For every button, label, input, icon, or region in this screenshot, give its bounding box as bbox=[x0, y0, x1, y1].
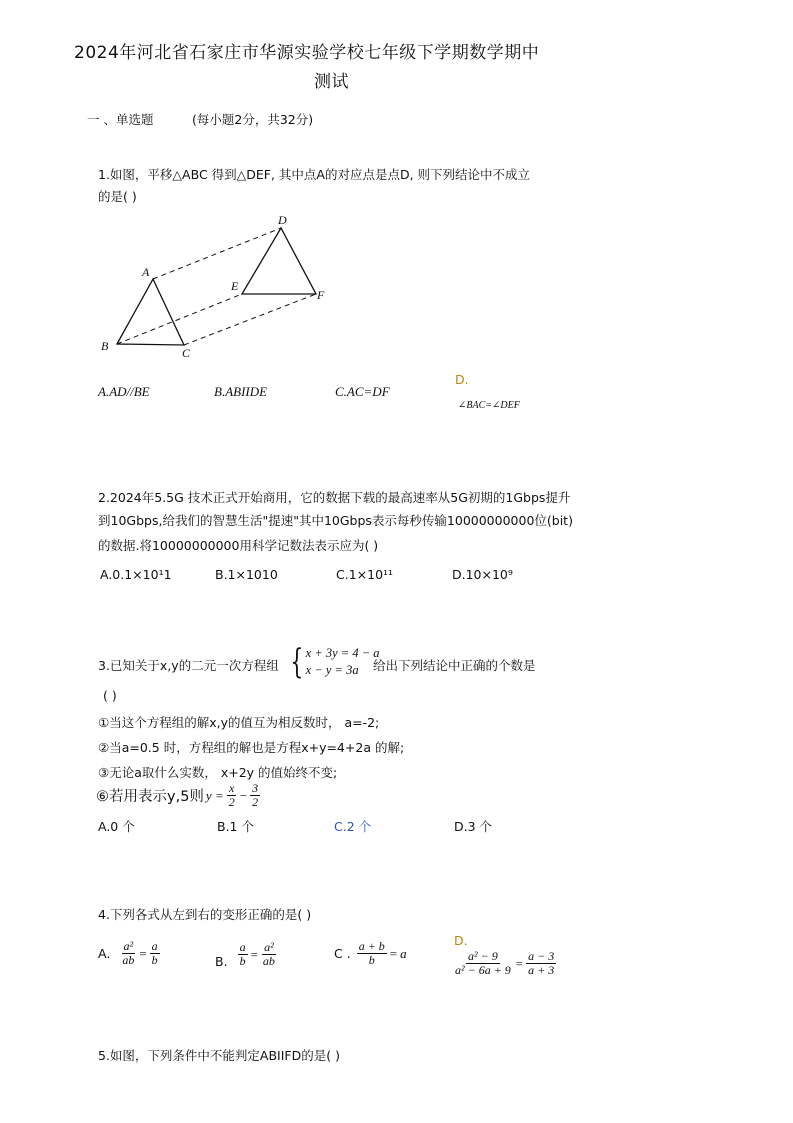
q2-option-a: A.0.1×10¹1 bbox=[100, 567, 172, 582]
label-a: A bbox=[142, 265, 150, 279]
frac-denominator: 2 bbox=[252, 795, 259, 809]
frac-denominator: b bbox=[368, 953, 375, 967]
q1-stem: 1.如图，平移△ABC 得到△DEF, 其中点A的对应点是点D, 则下列结论中不成立 bbox=[98, 167, 531, 182]
frac-numerator: 3 bbox=[252, 781, 259, 795]
q4-option-d-label: D. bbox=[454, 933, 468, 948]
label-f: F bbox=[317, 288, 325, 302]
frac bbox=[453, 950, 513, 977]
frac-numerator: a bbox=[151, 939, 158, 953]
q1-option-d-label: D. bbox=[455, 372, 469, 387]
q4-option-b bbox=[215, 940, 277, 969]
section-note: (每小题2分，共32分) bbox=[192, 112, 314, 127]
frac-numerator: a − 3 bbox=[528, 949, 555, 963]
frac-denominator: a + 3 bbox=[528, 963, 555, 977]
triangle-def bbox=[242, 228, 316, 294]
q3-option-a: A.0 个 bbox=[98, 819, 135, 834]
q1-option-b: B.ABIIDE bbox=[214, 384, 268, 399]
q4-option-a bbox=[98, 940, 160, 967]
frac-numerator: a + b bbox=[358, 939, 385, 953]
label-b: B bbox=[101, 339, 109, 353]
frac bbox=[261, 941, 277, 968]
q3-paren: ( ) bbox=[103, 688, 117, 703]
q3-option-b: B.1 个 bbox=[217, 819, 254, 834]
q4-option-c-label: C . bbox=[334, 946, 351, 961]
q3-statement-1: ①当这个方程组的解x,y的值互为相反数时， a=-2; bbox=[98, 715, 380, 730]
section-label: 一 、单选题 bbox=[87, 112, 154, 127]
q1-option-a: A.AD//BE bbox=[98, 384, 150, 399]
q4-option-c-rhs: a bbox=[400, 945, 407, 961]
q4-stem: 4.下列各式从左到右的变形正确的是( ) bbox=[98, 907, 312, 922]
frac-denominator: 2 bbox=[228, 795, 235, 809]
page-title-line2: 测试 bbox=[314, 72, 349, 92]
q1-option-c: C.AC=DF bbox=[335, 384, 390, 399]
frac bbox=[357, 940, 387, 967]
label-c: C bbox=[182, 346, 191, 360]
q3-s4-lhs: y = bbox=[205, 787, 224, 803]
line-ad bbox=[153, 228, 281, 279]
frac bbox=[526, 950, 556, 977]
q3-s4-frac1 bbox=[227, 782, 237, 809]
page-title: 2024年河北省石家庄市华源实验学校七年级下学期数学期中 bbox=[74, 43, 540, 63]
q3-eq2: x − y = 3a bbox=[305, 663, 359, 677]
q3-statement-4 bbox=[96, 782, 260, 809]
q3-eq1: x + 3y = 4 − a bbox=[305, 646, 380, 660]
q1-figure bbox=[95, 210, 335, 360]
equals-sign: = bbox=[389, 945, 398, 961]
equals-sign: = bbox=[515, 955, 524, 971]
q4-option-c bbox=[334, 940, 407, 967]
q2-stem-line2: 到10Gbps,给我们的智慧生活"提速"其中10Gbps表示每秒传输10000000000位(bit) bbox=[98, 513, 573, 528]
line-cf bbox=[184, 294, 316, 345]
label-d: D bbox=[278, 213, 287, 227]
frac bbox=[150, 940, 160, 967]
frac-denominator: a² − 6a + 9 bbox=[455, 963, 511, 977]
q4-option-b-label: B. bbox=[215, 954, 228, 969]
q1-option-d: ∠BAC=∠DEF bbox=[458, 400, 520, 411]
q2-option-b: B.1×1010 bbox=[215, 567, 278, 582]
frac-numerator: a bbox=[239, 940, 246, 954]
frac-numerator: a² bbox=[264, 940, 274, 954]
frac-denominator: ab bbox=[122, 953, 135, 967]
q2-option-c: C.1×10¹¹ bbox=[336, 567, 394, 582]
q2-stem: 2.2024年5.5G 技术正式开始商用，它的数据下载的最高速率从5G初期的1Gbps提升 bbox=[98, 490, 571, 505]
frac bbox=[120, 940, 136, 967]
q3-statement-2: ②当a=0.5 时，方程组的解也是方程x+y=4+2a 的解; bbox=[98, 740, 405, 755]
brace-icon: { bbox=[290, 642, 304, 682]
q3-s4-frac2 bbox=[250, 782, 260, 809]
q3-stem-prefix: 3.已知关于x,y的二元一次方程组 bbox=[98, 658, 279, 673]
q3-s4-op: − bbox=[239, 787, 248, 803]
q4-option-a-label: A. bbox=[98, 946, 111, 961]
frac-denominator: b bbox=[151, 953, 158, 967]
q3-option-d: D.3 个 bbox=[454, 819, 493, 834]
q3-statement-4-prefix: ⑥若用表示y,5则 bbox=[96, 789, 204, 805]
triangle-abc bbox=[117, 279, 184, 345]
frac-numerator: a² − 9 bbox=[468, 949, 498, 963]
q3-equation-system bbox=[286, 642, 380, 682]
q1-stem-line2: 的是( ) bbox=[98, 189, 137, 204]
q3-stem-suffix: 给出下列结论中正确的个数是 bbox=[373, 658, 536, 673]
q3-statement-3: ③无论a取什么实数， x+2y 的值始终不变; bbox=[98, 765, 338, 780]
frac-numerator: x bbox=[229, 781, 235, 795]
label-e: E bbox=[231, 279, 239, 293]
frac bbox=[238, 941, 248, 968]
q3-option-c: C.2 个 bbox=[334, 819, 372, 834]
q5-stem: 5.如图，下列条件中不能判定ABIIFD的是( ) bbox=[98, 1048, 340, 1063]
q2-stem-line3: 的数据.将10000000000用科学记数法表示应为( ) bbox=[98, 538, 379, 553]
q2-option-d: D.10×10⁹ bbox=[452, 567, 513, 582]
frac-denominator: b bbox=[239, 954, 246, 968]
q4-option-d bbox=[453, 950, 556, 977]
frac-numerator: a² bbox=[123, 939, 134, 953]
frac-denominator: ab bbox=[262, 954, 275, 968]
equals-sign: = bbox=[139, 945, 147, 961]
equals-sign: = bbox=[250, 946, 258, 962]
